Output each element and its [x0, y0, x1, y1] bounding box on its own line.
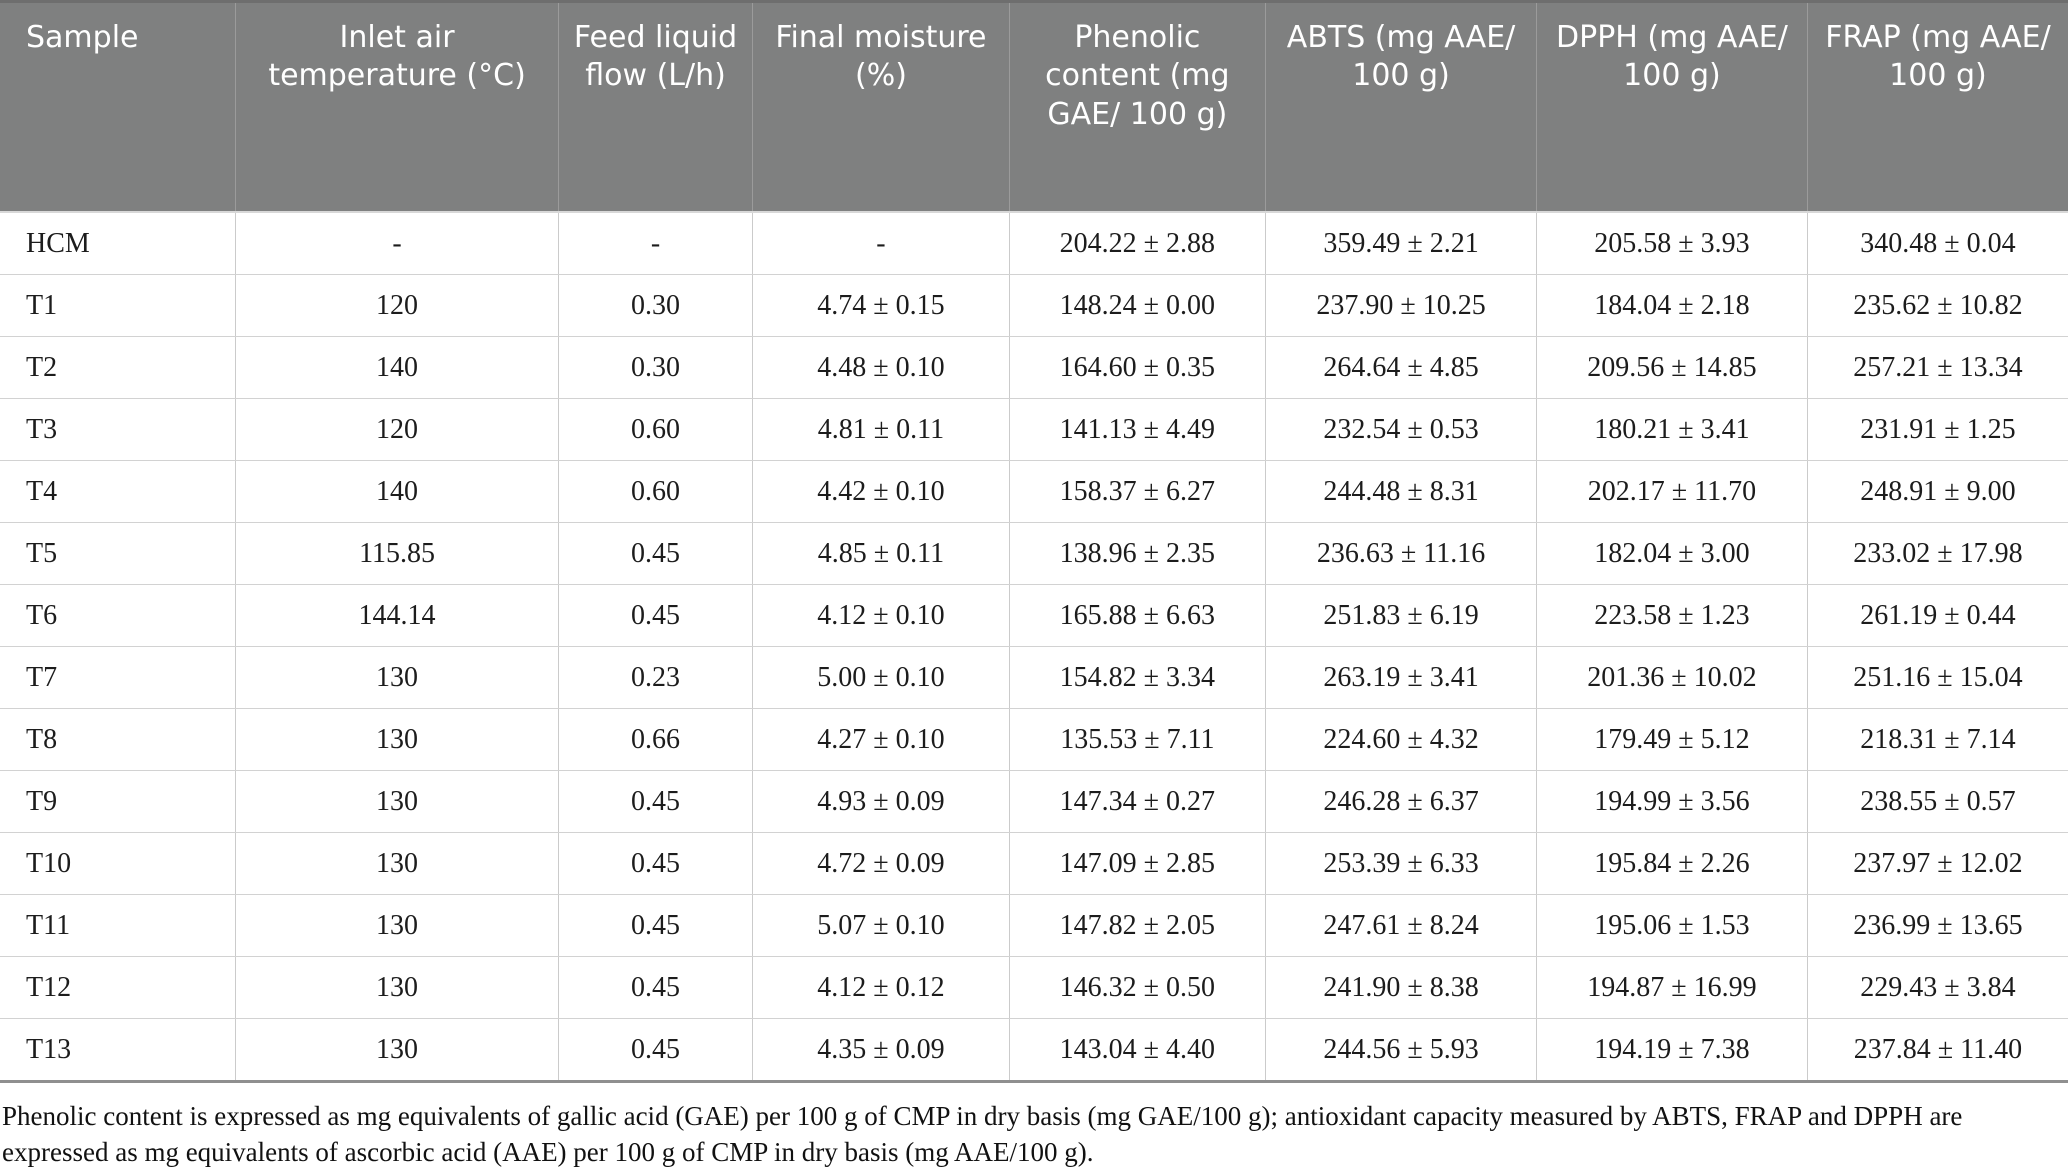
abts-cell: 236.63 ± 11.16: [1266, 523, 1537, 585]
table-row: [0, 337, 2068, 399]
frap-cell: 233.02 ± 17.98: [1807, 523, 2068, 585]
final-moisture-cell: 4.35 ± 0.09: [753, 1019, 1009, 1082]
final-moisture-cell: -: [753, 212, 1009, 275]
table-row: [0, 461, 2068, 523]
dpph-cell: 180.21 ± 3.41: [1536, 399, 1807, 461]
dpph-cell: 195.06 ± 1.53: [1536, 895, 1807, 957]
table-row: [0, 212, 2068, 275]
dpph-cell: 201.36 ± 10.02: [1536, 647, 1807, 709]
feed-liquid-flow-cell: 0.45: [558, 895, 752, 957]
final-moisture-cell: 4.42 ± 0.10: [753, 461, 1009, 523]
phenolic-content-cell: 164.60 ± 0.35: [1009, 337, 1265, 399]
sample-cell: T3: [0, 399, 236, 461]
sample-cell: T11: [0, 895, 236, 957]
table-body: [0, 212, 2068, 1082]
sample-cell: HCM: [0, 212, 236, 275]
feed-liquid-flow-cell: 0.60: [558, 461, 752, 523]
dpph-cell: 195.84 ± 2.26: [1536, 833, 1807, 895]
phenolic-content-cell: 147.82 ± 2.05: [1009, 895, 1265, 957]
sample-cell: T2: [0, 337, 236, 399]
final-moisture-cell: 4.12 ± 0.12: [753, 957, 1009, 1019]
table-header: [0, 2, 2068, 213]
dpph-cell: 182.04 ± 3.00: [1536, 523, 1807, 585]
table-row: [0, 585, 2068, 647]
sample-cell: T13: [0, 1019, 236, 1082]
final-moisture-cell: 4.85 ± 0.11: [753, 523, 1009, 585]
frap-cell: 251.16 ± 15.04: [1807, 647, 2068, 709]
inlet-air-temperature-cell: 115.85: [236, 523, 559, 585]
abts-cell: 359.49 ± 2.21: [1266, 212, 1537, 275]
final-moisture-cell: 4.72 ± 0.09: [753, 833, 1009, 895]
table-row: [0, 647, 2068, 709]
inlet-air-temperature-cell: 130: [236, 1019, 559, 1082]
final-moisture-cell: 4.74 ± 0.15: [753, 275, 1009, 337]
frap-cell: 231.91 ± 1.25: [1807, 399, 2068, 461]
column-header-inlet-air-temperature: Inlet air temperature (°C): [236, 2, 559, 213]
table-header-row: [0, 2, 2068, 213]
feed-liquid-flow-cell: 0.45: [558, 585, 752, 647]
abts-cell: 232.54 ± 0.53: [1266, 399, 1537, 461]
abts-cell: 244.48 ± 8.31: [1266, 461, 1537, 523]
table-row: [0, 275, 2068, 337]
inlet-air-temperature-cell: 130: [236, 771, 559, 833]
table-row: [0, 523, 2068, 585]
feed-liquid-flow-cell: 0.45: [558, 957, 752, 1019]
abts-cell: 246.28 ± 6.37: [1266, 771, 1537, 833]
column-header-final-moisture: Final moisture (%): [753, 2, 1009, 213]
feed-liquid-flow-cell: -: [558, 212, 752, 275]
dpph-cell: 205.58 ± 3.93: [1536, 212, 1807, 275]
abts-cell: 253.39 ± 6.33: [1266, 833, 1537, 895]
frap-cell: 218.31 ± 7.14: [1807, 709, 2068, 771]
sample-cell: T4: [0, 461, 236, 523]
feed-liquid-flow-cell: 0.23: [558, 647, 752, 709]
column-header-frap: FRAP (mg AAE/ 100 g): [1807, 2, 2068, 213]
final-moisture-cell: 4.12 ± 0.10: [753, 585, 1009, 647]
table-row: [0, 709, 2068, 771]
inlet-air-temperature-cell: 130: [236, 709, 559, 771]
final-moisture-cell: 5.00 ± 0.10: [753, 647, 1009, 709]
phenolic-content-cell: 135.53 ± 7.11: [1009, 709, 1265, 771]
phenolic-content-cell: 146.32 ± 0.50: [1009, 957, 1265, 1019]
final-moisture-cell: 5.07 ± 0.10: [753, 895, 1009, 957]
sample-cell: T7: [0, 647, 236, 709]
phenolic-content-cell: 138.96 ± 2.35: [1009, 523, 1265, 585]
table-row: [0, 895, 2068, 957]
dpph-cell: 209.56 ± 14.85: [1536, 337, 1807, 399]
column-header-dpph: DPPH (mg AAE/ 100 g): [1536, 2, 1807, 213]
inlet-air-temperature-cell: 120: [236, 275, 559, 337]
dpph-cell: 194.87 ± 16.99: [1536, 957, 1807, 1019]
inlet-air-temperature-cell: 130: [236, 647, 559, 709]
final-moisture-cell: 4.81 ± 0.11: [753, 399, 1009, 461]
phenolic-content-cell: 165.88 ± 6.63: [1009, 585, 1265, 647]
phenolic-content-cell: 147.09 ± 2.85: [1009, 833, 1265, 895]
inlet-air-temperature-cell: 140: [236, 461, 559, 523]
feed-liquid-flow-cell: 0.60: [558, 399, 752, 461]
sample-cell: T5: [0, 523, 236, 585]
feed-liquid-flow-cell: 0.45: [558, 771, 752, 833]
frap-cell: 237.84 ± 11.40: [1807, 1019, 2068, 1082]
dpph-cell: 194.19 ± 7.38: [1536, 1019, 1807, 1082]
phenolic-content-cell: 158.37 ± 6.27: [1009, 461, 1265, 523]
table-row: [0, 399, 2068, 461]
frap-cell: 248.91 ± 9.00: [1807, 461, 2068, 523]
frap-cell: 261.19 ± 0.44: [1807, 585, 2068, 647]
column-header-feed-liquid-flow: Feed liquid flow (L/h): [558, 2, 752, 213]
sample-cell: T8: [0, 709, 236, 771]
frap-cell: 257.21 ± 13.34: [1807, 337, 2068, 399]
frap-cell: 236.99 ± 13.65: [1807, 895, 2068, 957]
final-moisture-cell: 4.27 ± 0.10: [753, 709, 1009, 771]
abts-cell: 244.56 ± 5.93: [1266, 1019, 1537, 1082]
feed-liquid-flow-cell: 0.45: [558, 1019, 752, 1082]
abts-cell: 237.90 ± 10.25: [1266, 275, 1537, 337]
abts-cell: 251.83 ± 6.19: [1266, 585, 1537, 647]
sample-cell: T12: [0, 957, 236, 1019]
sample-cell: T9: [0, 771, 236, 833]
table-footnote: Phenolic content is expressed as mg equivalents of gallic acid (GAE) per 100 g of CMP in dry basis (mg GAE/100 g); antioxidant capacity measured by ABTS, FRAP and DPPH are expressed as mg equivalents of ascorbic acid (AAE) per 100 g of CMP in dry basis (mg AAE/100 g).: [2, 1101, 1963, 1167]
inlet-air-temperature-cell: 140: [236, 337, 559, 399]
dpph-cell: 194.99 ± 3.56: [1536, 771, 1807, 833]
table-row: [0, 1019, 2068, 1082]
inlet-air-temperature-cell: -: [236, 212, 559, 275]
dpph-cell: 202.17 ± 11.70: [1536, 461, 1807, 523]
frap-cell: 229.43 ± 3.84: [1807, 957, 2068, 1019]
inlet-air-temperature-cell: 130: [236, 895, 559, 957]
sample-cell: T1: [0, 275, 236, 337]
dpph-cell: 184.04 ± 2.18: [1536, 275, 1807, 337]
column-header-abts: ABTS (mg AAE/ 100 g): [1266, 2, 1537, 213]
inlet-air-temperature-cell: 144.14: [236, 585, 559, 647]
phenolic-content-cell: 148.24 ± 0.00: [1009, 275, 1265, 337]
inlet-air-temperature-cell: 120: [236, 399, 559, 461]
final-moisture-cell: 4.48 ± 0.10: [753, 337, 1009, 399]
frap-cell: 238.55 ± 0.57: [1807, 771, 2068, 833]
frap-cell: 235.62 ± 10.82: [1807, 275, 2068, 337]
column-header-phenolic-content: Phenolic content (mg GAE/ 100 g): [1009, 2, 1265, 213]
abts-cell: 264.64 ± 4.85: [1266, 337, 1537, 399]
abts-cell: 247.61 ± 8.24: [1266, 895, 1537, 957]
sample-cell: T6: [0, 585, 236, 647]
phenolic-content-cell: 147.34 ± 0.27: [1009, 771, 1265, 833]
phenolic-content-cell: 204.22 ± 2.88: [1009, 212, 1265, 275]
phenolic-content-cell: 154.82 ± 3.34: [1009, 647, 1265, 709]
sample-cell: T10: [0, 833, 236, 895]
feed-liquid-flow-cell: 0.30: [558, 275, 752, 337]
feed-liquid-flow-cell: 0.30: [558, 337, 752, 399]
dpph-cell: 179.49 ± 5.12: [1536, 709, 1807, 771]
column-header-sample: Sample: [0, 2, 236, 213]
dpph-cell: 223.58 ± 1.23: [1536, 585, 1807, 647]
abts-cell: 241.90 ± 8.38: [1266, 957, 1537, 1019]
inlet-air-temperature-cell: 130: [236, 957, 559, 1019]
feed-liquid-flow-cell: 0.45: [558, 523, 752, 585]
abts-cell: 263.19 ± 3.41: [1266, 647, 1537, 709]
phenolic-content-cell: 143.04 ± 4.40: [1009, 1019, 1265, 1082]
frap-cell: 237.97 ± 12.02: [1807, 833, 2068, 895]
phenolic-content-cell: 141.13 ± 4.49: [1009, 399, 1265, 461]
inlet-air-temperature-cell: 130: [236, 833, 559, 895]
table-row: [0, 771, 2068, 833]
feed-liquid-flow-cell: 0.45: [558, 833, 752, 895]
table-row: [0, 957, 2068, 1019]
table-row: [0, 833, 2068, 895]
abts-cell: 224.60 ± 4.32: [1266, 709, 1537, 771]
frap-cell: 340.48 ± 0.04: [1807, 212, 2068, 275]
feed-liquid-flow-cell: 0.66: [558, 709, 752, 771]
final-moisture-cell: 4.93 ± 0.09: [753, 771, 1009, 833]
